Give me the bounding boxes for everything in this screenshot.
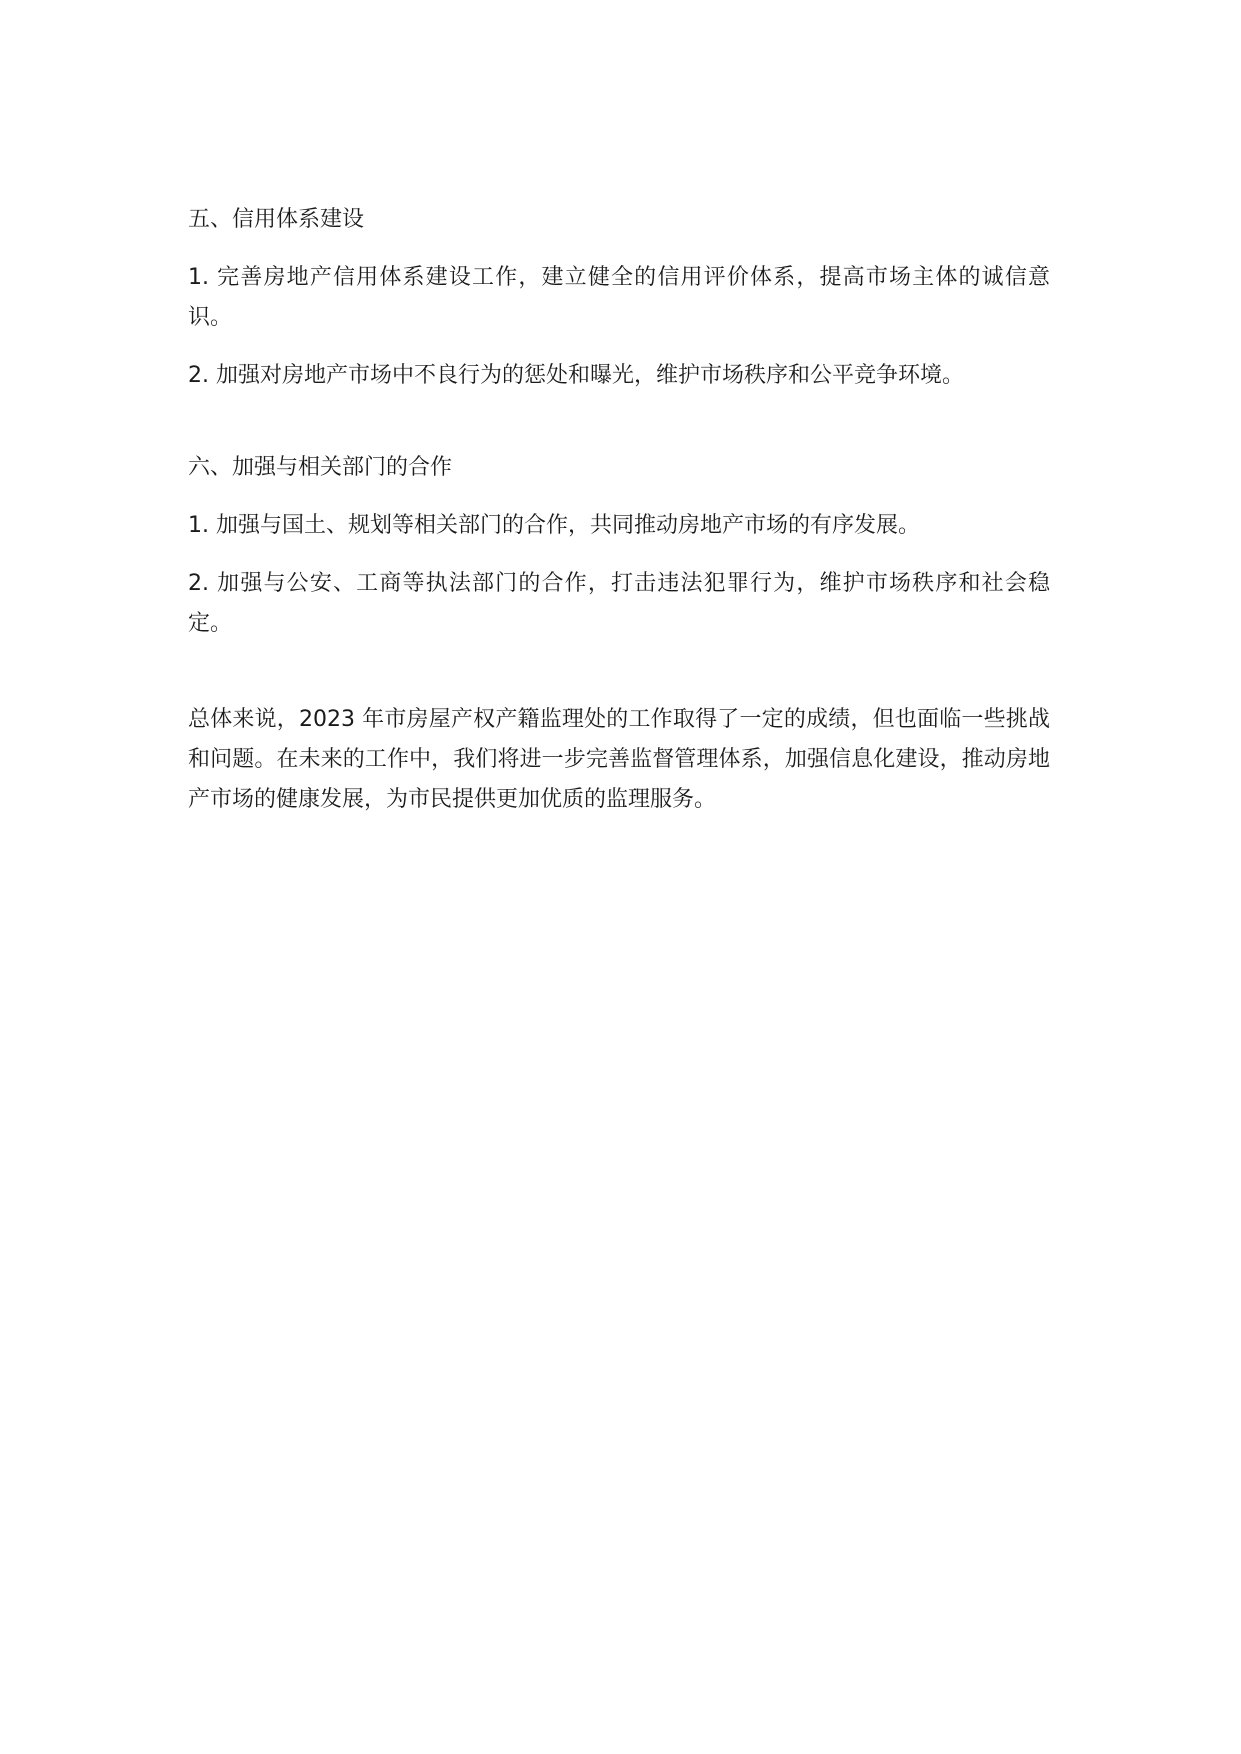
document-body: [188, 200, 1050, 820]
section-heading: 六、加强与相关部门的合作: [188, 455, 453, 480]
list-item: 2. 加强与公安、工商等执法部门的合作，打击违法犯罪行为，维护市场秩序和社会稳定。: [188, 571, 1050, 636]
section-department-cooperation: [188, 448, 1050, 644]
summary-section: [188, 700, 1050, 820]
summary-paragraph: 总体来说，2023 年市房屋产权产籍监理处的工作取得了一定的成绩，但也面临一些挑战和问题。在未来的工作中，我们将进一步完善监督管理体系，加强信息化建设，推动房地产市场的健康发展，为市民提供更加优质的监理服务。: [188, 707, 1050, 812]
section-heading: 五、信用体系建设: [188, 207, 365, 232]
list-item: 2. 加强对房地产市场中不良行为的惩处和曝光，维护市场秩序和公平竞争环境。: [188, 363, 964, 388]
list-item: 1. 加强与国土、规划等相关部门的合作，共同推动房地产市场的有序发展。: [188, 513, 920, 538]
section-credit-system: [188, 200, 1050, 396]
list-item: 1. 完善房地产信用体系建设工作，建立健全的信用评价体系，提高市场主体的诚信意识。: [188, 265, 1050, 330]
